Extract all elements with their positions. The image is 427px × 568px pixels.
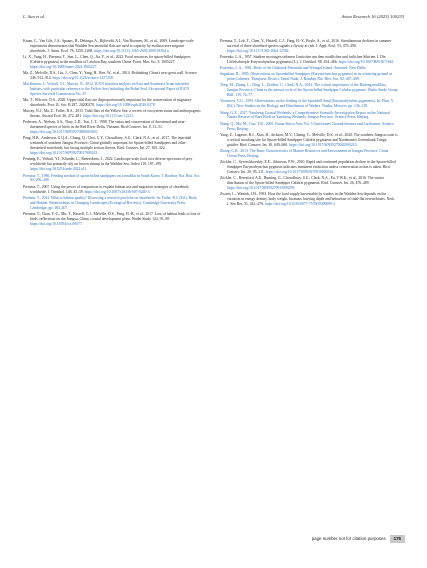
reference-link[interactable]: https://doi.org/10.1017/S0959270920000210. bbox=[289, 142, 358, 147]
reference-entry bbox=[23, 39, 201, 54]
running-header-authors: L. Sun et al. bbox=[23, 14, 46, 19]
reference-link[interactable]: https://doi.org/10.1111/1365-2664.12582. bbox=[227, 48, 290, 53]
reference-entry bbox=[23, 174, 201, 184]
reference-entry bbox=[23, 55, 201, 70]
reference-text: Piersma, T., 2007. Using the power of comparison to explain habitat use and migration strategies of shorebirds worldwide. J. Ornithol. 148, 45–59. bbox=[23, 184, 189, 194]
reference-text: Murray, N.J., Ma, Z., Fuller, R.A., 2015. Tidal flats of the Yellow Sea: a review of ecosystem status and anthropogenic threats. Austral Ecol. 40, 472–481. bbox=[23, 109, 201, 119]
reference-entry bbox=[220, 149, 398, 159]
reference-link[interactable]: Tong, M., Zhang, L., Ding, L., Zöckler, C., Clark, N.A., 2012. The critical importance of the Rudong mudflats, Jiangsu Province, China in the annual cycle of the Spoon-billed Sandpiper Calidris pygmeus. Wader Study Group Bull. 119, 74–77. bbox=[220, 83, 398, 98]
reference-text: Kraan, C., Van Gils, J.A., Spaans, B., Dekinga, A., Bijleveld, A.I., Van Roomen, M., et al., 2009. Landscape-scale experiment demonstrates that Wadden Sea intertidal flats are used to capacity by molluscivore migrant shorebirds. J. Anim. Ecol. 78, 1259–1268. bbox=[23, 39, 194, 53]
running-header-journal: Avian Research 16 (2025) 100233 bbox=[341, 14, 404, 19]
reference-entry bbox=[23, 109, 201, 119]
reference-link[interactable]: https://doi.org/10.1017/S0959270915000295. bbox=[227, 185, 296, 190]
reference-entry bbox=[23, 71, 201, 81]
reference-link[interactable]: Portenko, L.A., 1981. Birds of the Chukotsk Peninsula and Wrangel Island. Amerind, New Delhi. bbox=[220, 66, 367, 71]
reference-entry bbox=[23, 136, 201, 156]
reference-link[interactable]: Zhang, C.K., 2013. The Basic Characteristics of Marine Resources and Environment in Jiangsu Province. China Ocean Press, Beijing. bbox=[220, 148, 389, 158]
reference-entry bbox=[220, 39, 398, 54]
reference-entry bbox=[23, 212, 201, 227]
reference-text: Pedersen, A., Nielsen, S.S., Thuy, L.D., Trai, L.T., 1998. The status and conservation of threatened and near-threatened species of birds in the Red River Delta, Vietnam. Bird Conserv. Int. 8, 31–51. bbox=[23, 120, 186, 130]
reference-link[interactable]: https://doi.org/10.1098/rspb.2020.0278. bbox=[95, 103, 156, 108]
reference-entry bbox=[220, 133, 398, 148]
reference-entry bbox=[220, 122, 398, 132]
reference-entry bbox=[220, 66, 398, 71]
reference-text: Piersma, T., Chan, Y.-C., Mu, T., Hassell, C.J., Melville, D.S., Peng, H.-B., et al., 2017. Loss of habitat leads to loss of birds: reflections on the Jiangsu, China, coastal development plans. Wader Study 124, 93–98. bbox=[23, 211, 201, 221]
reference-link[interactable]: Piersma, T., 1986. Feeding method of spoon-billed sandpipers on a mudflat in South Korea. J. Bombay Nat. Hist. Soc. 83, 206–208. bbox=[23, 173, 201, 183]
reference-text: Yang, Z., Lagassé, B.J., Xiao, H., Jackson, M.V., Chiang, C., Melville, D.S., et al., 2020. The southern Jiangsu coast is a critical moulting site for Spoon-billed Sandpiper Calidris pygmaeus and Nordmann's Greenshank Tringa guttifer. Bird. Conserv. Int. 30, 649–660. bbox=[220, 132, 398, 147]
reference-link[interactable]: Wang, G.X., 2017. Yancheng Coastal Wetlands: a Comprehensive Scientific Investigation Report on the National Nature Reserve of Rare Birds in Yancheng Wetlands, Jiangsu Province. Science Press, Beijing. bbox=[220, 110, 390, 120]
reference-link[interactable]: https://doi.org/10.5253/arde.2022.a11. bbox=[30, 167, 88, 172]
citation-note: page number not for citation purposes bbox=[311, 536, 386, 541]
reference-link[interactable]: https://doi.org/10.1017/S0959270917000223. bbox=[30, 151, 99, 156]
reference-entry bbox=[220, 111, 398, 121]
reference-link[interactable]: https://doi.org/10.18194/ws.00077. bbox=[30, 221, 83, 226]
reference-entry bbox=[23, 120, 201, 135]
reference-link[interactable]: Vorontsov, V.G., 1993. Observations on the feeding of the Spoonbill Sand (Eurynorhynchus pygmaeus). In: Flint, V. (Ed.), New Studies on the Biology and Distribution of Waders. Nauka, Moscow, pp. 136–139. bbox=[220, 99, 395, 109]
reference-link[interactable]: https://doi.org/10.1126/science.1257258. bbox=[52, 76, 114, 81]
reference-entry bbox=[220, 55, 398, 65]
reference-text: Li, X., Yang, H., Piersma, T., Sun, L., Chen, Q., Jia, Y., et al., 2022. Food resources for spoon-billed Sandpipers (Calidris pygmaea) in the mudflats of Leizhou Bay, southern China. Front. Mar. Sci. 9, 1005227. bbox=[23, 55, 191, 64]
running-header bbox=[23, 14, 404, 24]
reference-link[interactable]: https://doi.org/10.1017/S0959270900003610. bbox=[30, 130, 99, 135]
reference-text: Penning, E., Verkuil, Y.I., Klunder, L., Reneerkens, J., 2022. Landscape-scale food on a diverse spectrum of prey worldwide but primarily rely on brown shrimp in the Wadden Sea. Ardea 110, 187–199. bbox=[23, 157, 193, 167]
reference-text: Portenko, L.A., 1957. Studien an einigen seltenen Limicolen aus dem nördlichen und östlichen Sibirien. I. Die Löffelschnepfe Eurynorhynchus pygmaeus (L.). J. Ornithol. 98, 454–466. bbox=[220, 55, 386, 64]
reference-entry bbox=[23, 196, 201, 211]
reference-entry bbox=[220, 160, 398, 175]
reference-entry bbox=[23, 98, 201, 108]
reference-text: Piersma, T., Lok, T., Chen, Y., Hassell, C.J., Yang, H.-Y., Boyle, A., et al., 2016. Simultaneous declines in summer survival of three shorebird species signals a flyway at risk. J. Appl. Ecol. 53, 479–490. bbox=[220, 39, 392, 48]
reference-link[interactable]: https://doi.org/10.1111/j.1365-2656.2009.01564.x. bbox=[94, 48, 170, 53]
reference-entry bbox=[23, 157, 201, 172]
references-left-column bbox=[23, 39, 201, 228]
reference-entry bbox=[23, 82, 201, 97]
reference-text: Peng, H.B., Anderson, G.Q.A., Chang, Q., Choi, C.Y., Chowdhury, S.U., Clark, N.A., et al., 2017. The intertidal wetlands of southern Jiangsu Province, China-globally important for Spoon-billed Sandpipers and other threatened waterbirds, but facing multiple serious threats. Bird. Conserv. Int. 27, 305–322. bbox=[23, 136, 192, 151]
reference-text: Ma, Z., Melville, D.S., Liu, J., Chen, Y., Yang, H., Ren, W., et al., 2014. Rethinking China's new great wall. Science 346, 912–914. bbox=[23, 71, 197, 81]
reference-entry bbox=[220, 72, 398, 82]
reference-link[interactable]: https://doi.org/10.1111/aec.12211. bbox=[83, 114, 135, 119]
page-number: 175 bbox=[390, 535, 405, 543]
reference-link[interactable]: https://doi.org/10.1007/s10336-007-0240-3. bbox=[84, 189, 151, 194]
reference-text: Mu, T., Wilcove, D.S., 2020. Upper tidal flats are disproportionately important for the conservation of migratory shorebirds. Proc. R. Soc. B 287, 20200278. bbox=[23, 98, 192, 108]
reference-entry bbox=[220, 99, 398, 109]
page-footer bbox=[312, 534, 405, 543]
reference-entry bbox=[23, 185, 201, 195]
reference-entry bbox=[220, 192, 398, 207]
reference-link[interactable]: https://doi.org/10.1007/BF01671661. bbox=[338, 60, 395, 64]
reference-text: Zöckler, C., Beresford, A.E., Bunting, G., Chowdhury, S.U., Clark, N.A., Fu, V.W.K., et al., 2016. The winter distribution of the Spoon-billed Sandpiper Calidris pygmaeus. Bird. Conserv. Int. 26, 476–489. bbox=[220, 175, 385, 185]
reference-link[interactable]: Wang, Q., Ma, M., Guo, Y.R., 2005. Fauna Sinica Aves Vol. 5 Gruiformes Charadriiformes and Lariformes. Science Press, Beijing. bbox=[220, 121, 394, 131]
reference-link[interactable]: Piersma, T., 2012. What is habitat quality? Dissecting a research portfolio on shorebirds. In: Fuller, R.J. (Ed.), Birds and Habitat: Relationships in Changing Landscapes (Ecological Reviews). Cambridge University Press, Cambridge, pp. 383–407. bbox=[23, 195, 197, 210]
reference-link[interactable]: Sugathan, R., 1985. Observations on Spoonbilled Sandpiper (Eurynorhynchus pygmeus) in its wintering ground at point Calimere, Thanjavur District, Tamil Nadu. J. Bombay Nat. Hist. Soc. 82, 407–409. bbox=[220, 72, 392, 82]
reference-link[interactable]: https://doi.org/10.3389/fmars.2022.1005227. bbox=[30, 64, 98, 69]
reference-link[interactable]: MacKinnon, J., Verkuil, Y.I., Murray, N., 2012. IUCN situation analysis on East and Southeast Asian intertidal habitats, with particular reference to the Yellow Sea (including the Bohai Sea). Occasional Paper of IUCN Species Survival Commission No. 47. bbox=[23, 82, 190, 97]
reference-text: Zwarts, L., Wanink, J.H., 1993. How the food supply harvestable by waders in the Wadden Sea depends on the variation in energy density, body weight, biomass, burying depth and behaviour of tidal-flat invertebrates. Neth. J. Sea Res. 31, 441–476. bbox=[220, 191, 395, 206]
reference-text: Zöckler, C., Syroechkovskiy, E.E., Atkinson, P.W., 2010. Rapid and continued population decline in the Spoon-billed Sandpiper Eurynorhynchus pygmeus indicates imminent extinction unless conservation action is taken. Bird. Conserv. Int. 20, 95–111. bbox=[220, 159, 396, 174]
reference-entry bbox=[220, 83, 398, 98]
reference-entry bbox=[220, 176, 398, 191]
reference-link[interactable]: https://doi.org/10.1016/0077-7579(93)90009-2. bbox=[264, 201, 337, 206]
references-right-column bbox=[220, 39, 398, 208]
reference-link[interactable]: https://doi.org/10.1017/S0959270910000316. bbox=[265, 169, 335, 174]
